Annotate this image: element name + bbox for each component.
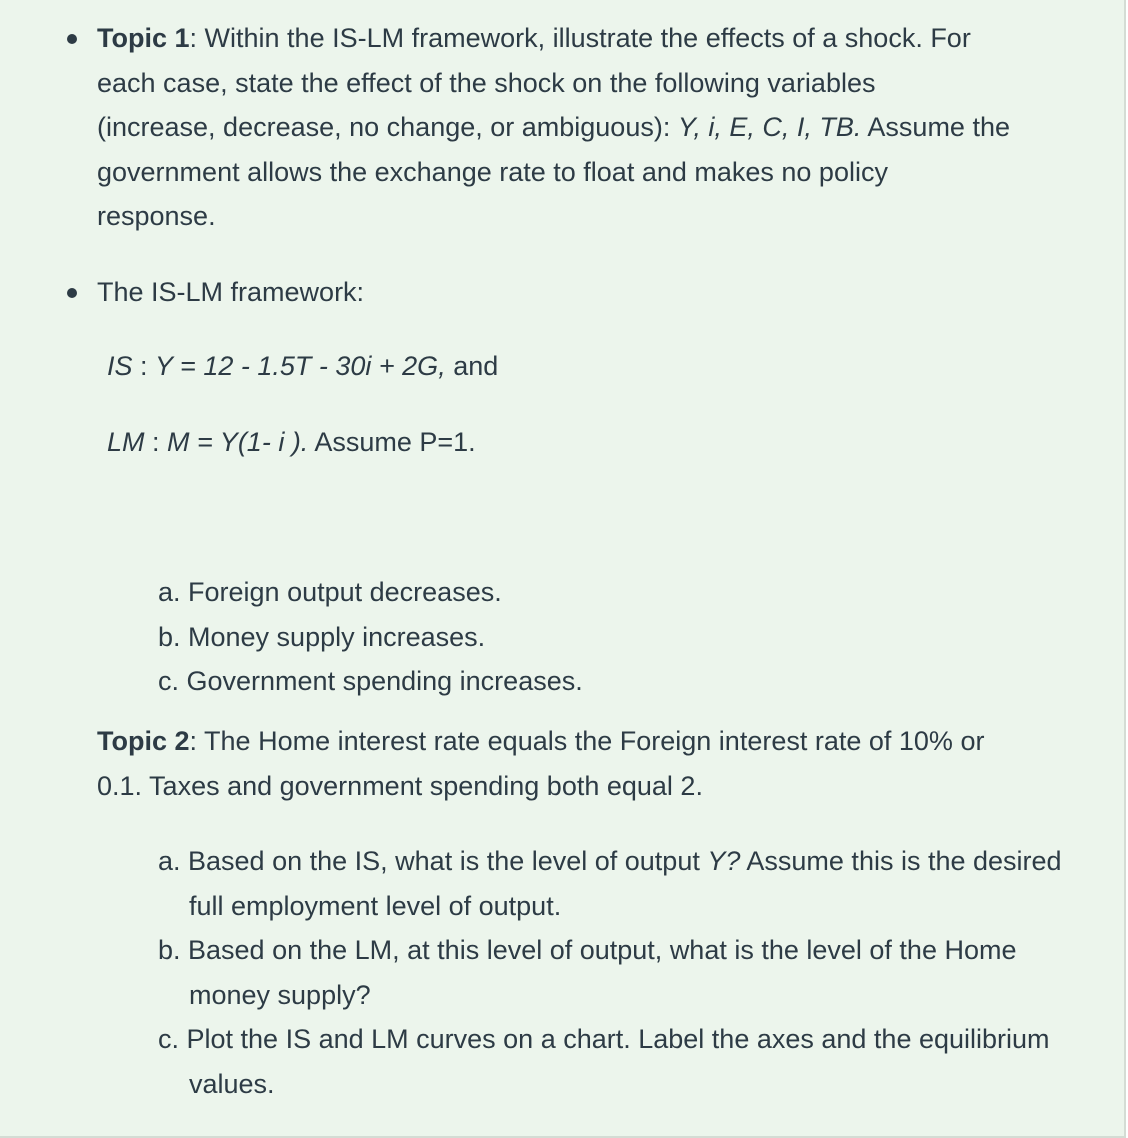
topic1-paragraph — [97, 16, 1107, 239]
lm-formula: M = Y(1- i ). — [167, 427, 309, 457]
lm-assumption: Assume P=1. — [308, 427, 476, 457]
topic2-line2: 0.1. Taxes and government spending both equal 2. — [97, 770, 703, 801]
is-label: IS — [107, 351, 133, 381]
topic2-paragraph: Topic 2: The Home interest rate equals the Foreign interest rate of 10% or 0.1. Taxes and government spending both equal 2. — [97, 719, 1107, 808]
topic1-line4: government allows the exchange rate to float and makes no policy — [97, 156, 888, 187]
shock-item-b: b. Money supply increases. — [158, 621, 486, 652]
topic1-line3-post: Assume the — [861, 112, 1010, 142]
question-a-variable: Y? — [707, 846, 741, 876]
topic1-colon: : — [189, 23, 198, 53]
bullet-dot-topic1 — [67, 34, 77, 44]
topic1-label: Topic 1 — [97, 23, 190, 53]
question-a: a. Based on the IS, what is the level of output Y? Assume this is the desired full employment level of output. — [158, 846, 1062, 921]
topic1-line2: each case, state the effect of the shock on the following variables — [97, 67, 876, 98]
shock-list — [158, 570, 1058, 704]
is-equation: IS : Y = 12 - 1.5T - 30i + 2G, and — [107, 351, 499, 381]
lm-equation: LM : M = Y(1- i ). Assume P=1. — [107, 427, 476, 457]
topic1-line3-pre: (increase, decrease, no change, or ambiguous): — [97, 112, 678, 142]
topic2-questions — [158, 839, 1088, 1106]
is-and: and — [445, 351, 499, 381]
shock-item-c: c. Government spending increases. — [158, 666, 583, 696]
shock-item-a: a. Foreign output decreases. — [158, 577, 502, 607]
bullet-dot-framework — [67, 288, 77, 298]
lm-label: LM — [107, 427, 145, 457]
topic2-line1: The Home interest rate equals the Foreign interest rate of 10% or — [197, 726, 985, 756]
question-c: c. Plot the IS and LM curves on a chart. Label the axes and the equilibrium values. — [158, 1024, 1050, 1099]
topic1-variables: Y, i, E, C, I, TB. — [677, 112, 862, 142]
topic1-line1: Within the IS-LM framework, illustrate the effects of a shock. For — [197, 23, 971, 53]
question-b: b. Based on the LM, at this level of output, what is the level of the Home money supply? — [158, 935, 1017, 1010]
topic2-label: Topic 2 — [97, 726, 190, 756]
is-formula: Y = 12 - 1.5T - 30i + 2G, — [155, 351, 446, 381]
framework-heading: The IS-LM framework: — [97, 277, 365, 307]
topic1-line5: response. — [97, 201, 216, 231]
